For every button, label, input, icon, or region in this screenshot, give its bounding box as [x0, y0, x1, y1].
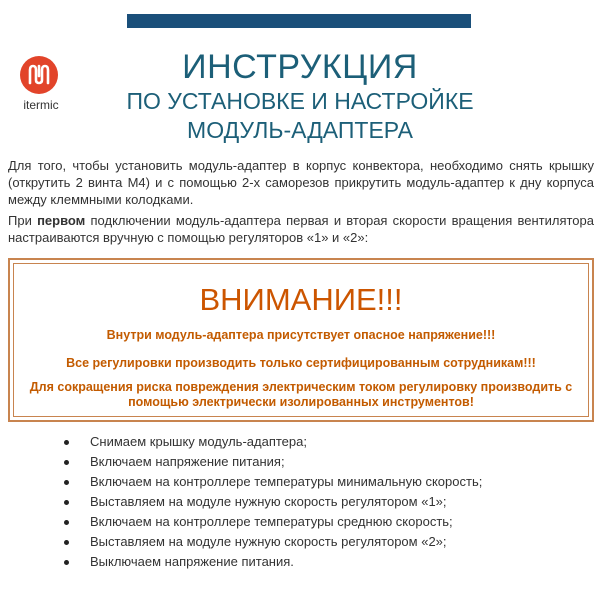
intro-paragraph-2 — [8, 212, 594, 246]
paragraph-2-prefix: При — [8, 213, 38, 228]
warning-inner-frame — [13, 263, 589, 417]
step-text: Выставляем на модуле нужную скорость регулятором «1»; — [90, 494, 447, 509]
step-text: Снимаем крышку модуль-адаптера; — [90, 434, 307, 449]
bullet-icon — [64, 440, 69, 445]
paragraph-2-suffix: подключении модуль-адаптера первая и вторая скорости вращения вентилятора настраиваются вручную с помощью регуляторов «1» и «2»: — [8, 213, 594, 245]
bullet-icon — [64, 500, 69, 505]
header-bar — [127, 14, 471, 28]
steps-list — [60, 432, 482, 572]
warning-box — [8, 258, 594, 422]
page-title — [0, 50, 600, 142]
list-item — [60, 552, 482, 572]
list-item — [60, 532, 482, 552]
warning-line-2: Все регулировки производить только сертифицированным сотрудникам!!! — [66, 356, 536, 370]
list-item — [60, 432, 482, 452]
list-item — [60, 472, 482, 492]
warning-line-1: Внутри модуль-адаптера присутствует опасное напряжение!!! — [106, 328, 496, 342]
logo-text: itermic — [23, 98, 59, 112]
step-text: Выставляем на модуле нужную скорость регулятором «2»; — [90, 534, 447, 549]
bullet-icon — [64, 560, 69, 565]
list-item — [60, 492, 482, 512]
title-line-2: ПО УСТАНОВКЕ И НАСТРОЙКЕ — [126, 88, 474, 114]
title-line-3: МОДУЛЬ-АДАПТЕРА — [187, 117, 413, 143]
bullet-icon — [64, 460, 69, 465]
bullet-icon — [64, 480, 69, 485]
paragraph-2-bold: первом — [37, 213, 86, 228]
step-text: Выключаем напряжение питания. — [90, 554, 294, 569]
list-item — [60, 512, 482, 532]
step-text: Включаем на контроллере температуры минимальную скорость; — [90, 474, 483, 489]
bullet-icon — [64, 520, 69, 525]
title-line-1: ИНСТРУКЦИЯ — [182, 48, 418, 86]
list-item — [60, 452, 482, 472]
step-text: Включаем на контроллере температуры среднюю скорость; — [90, 514, 453, 529]
warning-title: ВНИМАНИЕ!!! — [199, 282, 403, 317]
warning-line-3: Для сокращения риска повреждения электрическим током регулировку производить с помощью электрически изолированных инструментов! — [29, 380, 573, 409]
step-text: Включаем напряжение питания; — [90, 454, 285, 469]
intro-paragraph-1: Для того, чтобы установить модуль-адаптер в корпус конвектора, необходимо снять крышку (открутить 2 винта М4) и с помощью 2-х саморезов прикрутить модуль-адаптер к дну корпуса между клеммными колодками. — [8, 158, 594, 207]
bullet-icon — [64, 540, 69, 545]
